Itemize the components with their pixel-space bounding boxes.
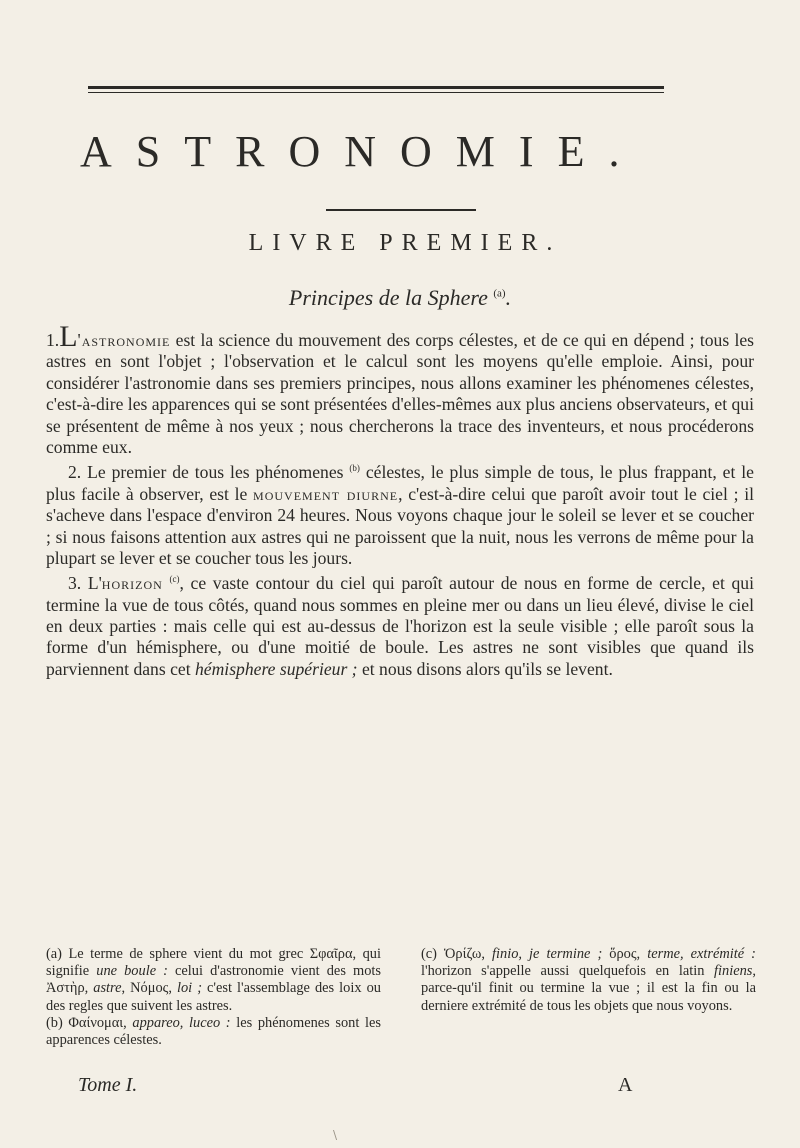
page-speck-mark: \: [333, 1128, 338, 1142]
header-rule-thick: [88, 86, 664, 89]
title-divider: [326, 209, 476, 211]
header-rule-thin: [88, 92, 664, 93]
page-footer: [78, 1074, 698, 1097]
italic-term: hémisphere supérieur ;: [195, 658, 358, 679]
paragraph-2: [46, 458, 754, 569]
paragraph-text-middle: célestes, le plus simple de tous, le plus frappant, et le plus facile à observer, est le: [46, 462, 754, 504]
footnote-text: les phénomenes sont les apparences célestes.: [46, 1014, 381, 1049]
paragraph-1: [46, 320, 754, 458]
paragraph-text-end: et nous disons alors qu'ils se levent.: [357, 658, 613, 679]
footnote-c: [421, 946, 756, 1015]
footnote-italic: finio, je termine ;: [492, 946, 603, 962]
paragraph-3: [46, 569, 754, 680]
footnote-text: ὅρος,: [602, 946, 648, 962]
footnote-italic: loi ;: [176, 980, 202, 997]
section-note-marker: (a): [493, 287, 506, 300]
footnote-text: celui d'astronomie vient des mots Ἀστὴρ,: [46, 963, 381, 997]
smallcaps-term: horizon: [101, 573, 163, 594]
footnote-a: [46, 946, 381, 1015]
paragraph-text-start: 2. Le premier de tous les phénomenes: [68, 462, 344, 483]
section-heading: [100, 285, 700, 311]
section-title: Principes de la Sphere: [288, 285, 488, 310]
footnote-text: , Νόμος,: [121, 980, 177, 997]
paragraph-text: est la science du mouvement des corps célestes, et de ce qui en dépend ; tous les astres en sont l'objet ; l'observation et le calcul sont les moyens qu'elle emploie. Ainsi, pour considérer l'astronomie dans ses premiers principes, nous allons examiner les phénomenes célestes, c'est-à-dire les apparences qui se sont présentées d'elles-mêmes aux plus anciens observateurs, et qui se présentent de même à nos yeux ; nous chercherons la trace des inventeurs, et nous procéderons comme eux.: [46, 330, 754, 458]
volume-label: Tome I.: [78, 1074, 138, 1096]
page-title: ASTRONOMIE.: [80, 127, 644, 176]
footnotes-right-column: [421, 946, 756, 1049]
paragraph-number: 1.: [46, 330, 60, 350]
signature-mark: A: [618, 1074, 633, 1096]
footnote-italic: une boule :: [96, 963, 168, 980]
footnote-b: [46, 1015, 381, 1049]
footnote-italic: astre: [93, 980, 122, 997]
footnote-text: c'est l'assemblage des loix ou des regles que suivent les astres.: [46, 980, 381, 1014]
paragraph-text-start: 3. L': [68, 573, 102, 594]
footnotes: [46, 946, 756, 1049]
paragraph-text-middle: , ce vaste contour du ciel qui paroît autour de nous en forme de cercle, et qui termine la vue de tous côtés, quand nous sommes en pleine mer ou dans un lieu élevé, divise le ciel en deux parties : mais celle qui est au-dessus de l'horizon est la seule visible ; elle paroît sous la forme d'un hémisphere, ou d'une moitié de boule. Les astres ne sont visibles que quand ils parviennent dans cet: [46, 573, 754, 679]
footnote-text: , parce-qu'il finit ou termine la vue ; il est la fin ou la derniere extrémité de tous les objets que nous voyons.: [421, 963, 756, 1014]
smallcaps-term: 'astronomie: [77, 330, 171, 350]
footnote-text: l'horizon s'appelle aussi quelquefois en latin: [421, 963, 715, 980]
footnote-italic: finiens: [714, 963, 753, 980]
main-text: [46, 320, 754, 680]
smallcaps-term: mouvement diurne: [253, 483, 399, 504]
footnote-text: (c) Ὁρίζω,: [421, 946, 492, 962]
drop-cap: L: [59, 320, 78, 353]
footnote-italic: appareo, luceo :: [132, 1014, 231, 1031]
footnote-text: (a) Le terme de sphere vient du mot grec Σφαῖρα, qui signifie: [46, 946, 381, 980]
section-period: .: [505, 285, 512, 310]
footnotes-left-column: [46, 946, 381, 1049]
book-subtitle: LIVRE PREMIER.: [248, 230, 562, 256]
footnote-ref-c: (c): [169, 574, 180, 585]
paragraph-text-end: , c'est-à-dire celui que paroît avoir tout le ciel ; il s'acheve dans l'espace d'environ 24 heures. Nous voyons chaque jour le soleil se lever et se coucher ; si nous faisons attention aux astres qui ne paroissent que la nuit, nous les verrons de même pour la plupart se lever et se coucher tous les jours.: [46, 483, 754, 568]
footnote-italic: terme, extrémité :: [647, 946, 756, 962]
footnote-text: (b) Φαίνομαι,: [46, 1014, 133, 1031]
footnote-ref-b: (b): [349, 463, 360, 474]
